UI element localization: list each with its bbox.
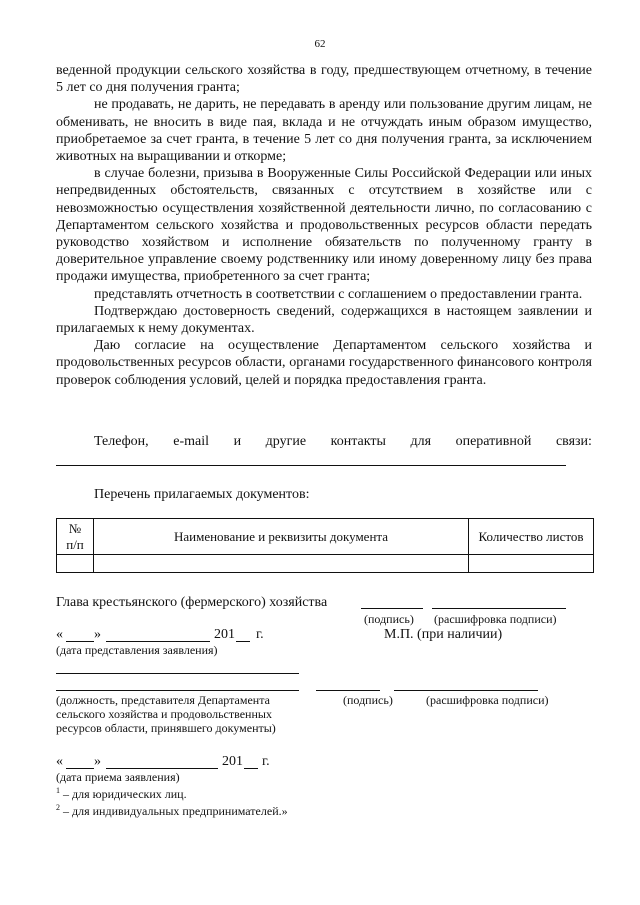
blank-line bbox=[56, 673, 299, 674]
date2-year: 201 bbox=[222, 754, 243, 769]
date-year: 201 bbox=[214, 627, 235, 642]
column-header-name: Наименование и реквизиты документа bbox=[94, 519, 469, 555]
date-day-line bbox=[66, 641, 94, 642]
footnote-text: – для индивидуальных предпринимателей.» bbox=[60, 804, 288, 818]
official-decode-line bbox=[394, 690, 538, 691]
date2-month-line bbox=[106, 768, 218, 769]
footnote-text: – для юридических лиц. bbox=[60, 787, 187, 801]
table-cell bbox=[94, 555, 469, 573]
date-caption: (дата представления заявления) bbox=[56, 643, 218, 657]
body-text bbox=[56, 62, 592, 389]
footnote-mark: 1 bbox=[56, 786, 60, 795]
table-header-row bbox=[57, 519, 594, 555]
contacts-word: связи: bbox=[555, 434, 592, 449]
signature-caption: (подпись) bbox=[364, 612, 414, 626]
official-decode-caption: (расшифровка подписи) bbox=[426, 693, 549, 707]
footnote-mark: 2 bbox=[56, 803, 60, 812]
stamp-label: М.П. (при наличии) bbox=[384, 627, 503, 642]
footnote bbox=[56, 803, 288, 819]
documents-list-title: Перечень прилагаемых документов: bbox=[94, 487, 310, 502]
date-close-quote: » bbox=[94, 627, 101, 642]
table-cell bbox=[57, 555, 94, 573]
paragraph: Подтверждаю достоверность сведений, содержащихся в настоящем заявлении и прилагаемых к нему документах. bbox=[56, 303, 592, 337]
footnote bbox=[56, 786, 187, 802]
official-position-caption: (должность, представителя Департамента сельского хозяйства и продовольственных ресурсов области, принявшего документы) bbox=[56, 693, 276, 735]
documents-table bbox=[56, 518, 594, 573]
contacts-word: для bbox=[410, 434, 432, 449]
date2-year-suffix: г. bbox=[262, 754, 270, 769]
date2-year-line bbox=[244, 768, 258, 769]
date2-caption: (дата приема заявления) bbox=[56, 770, 180, 784]
contacts-word: оперативной bbox=[455, 434, 532, 449]
column-header-number: № п/п bbox=[57, 519, 94, 555]
paragraph: не продавать, не дарить, не передавать в аренду или пользование другим лицам, не обменивать, не вносить в виде пая, вклада и не отчуждать иным образом имущество, приобретаемое за счет гранта, в течение 5 лет со дня получения гранта, за исключением животных на выращивании и откорме; bbox=[56, 97, 592, 165]
date2-day-line bbox=[66, 768, 94, 769]
contacts-word: Телефон, bbox=[94, 434, 149, 449]
date-open-quote: « bbox=[56, 627, 63, 642]
date-year-suffix: г. bbox=[256, 627, 264, 642]
column-header-count: Количество листов bbox=[469, 519, 594, 555]
page-number: 62 bbox=[314, 38, 326, 50]
date-month-line bbox=[106, 641, 210, 642]
paragraph: Даю согласие на осуществление Департаментом сельского хозяйства и продовольственных ресурсов области, органами государственного финансового контроля проверок соблюдения условий, целей и порядка предоставления гранта. bbox=[56, 338, 592, 388]
contacts-word: e-mail bbox=[173, 434, 210, 449]
head-of-farm-label: Глава крестьянского (фермерского) хозяйства bbox=[56, 595, 328, 610]
table-cell bbox=[469, 555, 594, 573]
signature-line bbox=[361, 608, 423, 609]
contacts-fill-line bbox=[56, 465, 566, 466]
decode-caption: (расшифровка подписи) bbox=[434, 612, 557, 626]
paragraph: веденной продукции сельского хозяйства в году, предшествующем отчетному, в течение 5 лет со дня получения гранта; bbox=[56, 63, 592, 96]
contacts-word: и bbox=[233, 434, 242, 449]
decode-line bbox=[432, 608, 566, 609]
official-signature-caption: (подпись) bbox=[343, 693, 393, 707]
date2-close-quote: » bbox=[94, 754, 101, 769]
table-row bbox=[57, 555, 594, 573]
paragraph: представлять отчетность в соответствии с соглашением о предоставлении гранта. bbox=[94, 286, 583, 302]
contacts-line-text bbox=[94, 434, 592, 450]
official-position-line bbox=[56, 690, 299, 691]
date2-open-quote: « bbox=[56, 754, 63, 769]
paragraph: в случае болезни, призыва в Вооруженные Силы Российской Федерации или иных непредвиденных обстоятельств, связанных с отсутствием в хозяйстве или с невозможностью осуществления хозяйственной деятельности лично, по согласованию с Департаментом сельского хозяйства и продовольственных ресурсов области передать руководство хозяйством и исполнение обязательств по полученному гранту в доверительное управление своему родственнику или иному доверенному лицу без права продажи имущества, приобретенного за счет гранта; bbox=[56, 166, 592, 285]
contacts-word: другие bbox=[265, 434, 307, 449]
contacts-word: контакты bbox=[330, 434, 386, 449]
date-year-line bbox=[236, 641, 250, 642]
official-signature-line bbox=[316, 690, 380, 691]
